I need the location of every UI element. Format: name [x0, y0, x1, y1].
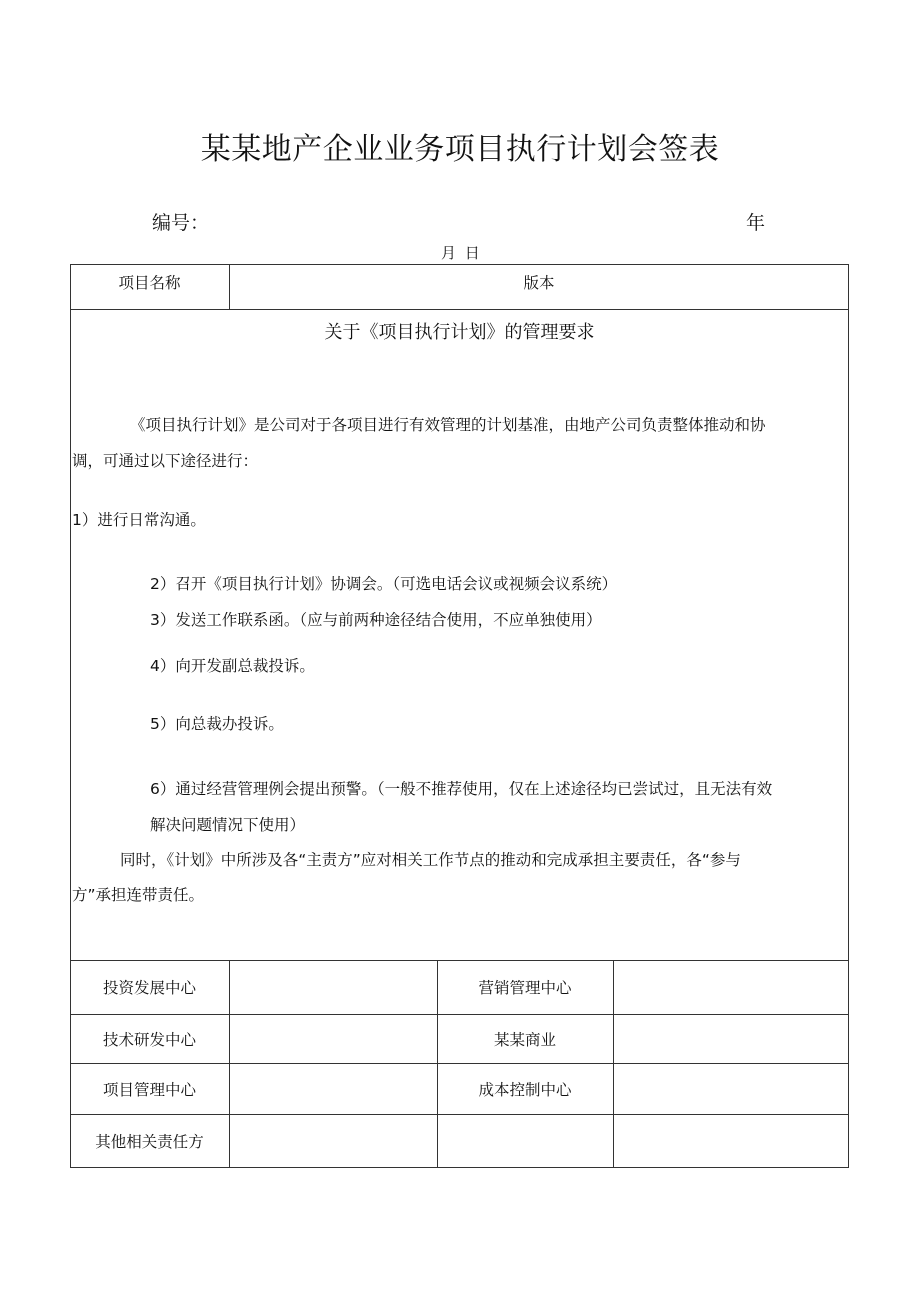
requirement-item-1: 1）进行日常沟通。 [72, 511, 206, 529]
signoff-signature-cell[interactable] [230, 1115, 437, 1167]
signoff-signature-cell[interactable] [614, 1064, 848, 1114]
signoff-dept-label [437, 1114, 613, 1167]
signoff-dept-label: 技术研发中心 [102, 1030, 196, 1049]
table-border-bottom [70, 1167, 849, 1168]
requirements-intro-line2: 调，可通过以下途径进行： [72, 452, 259, 470]
requirement-item-5: 5）向总裁办投诉。 [150, 715, 284, 733]
requirements-intro-line1: 《项目执行计划》是公司对于各项目进行有效管理的计划基准，由地产公司负责整体推动和协 [130, 416, 766, 434]
header-row-divider [70, 309, 849, 310]
signoff-dept-label: 成本控制中心 [478, 1080, 572, 1099]
table-border-right [848, 264, 849, 1168]
signoff-signature-cell[interactable] [230, 961, 437, 1014]
month-day-label: 月 日 [441, 244, 482, 262]
requirements-closing-line1: 同时，《计划》中所涉及各“主责方”应对相关工作节点的推动和完成承担主要责任，各“参与 [120, 851, 741, 869]
signoff-signature-cell[interactable] [614, 1015, 848, 1063]
requirement-item-4: 4）向开发副总裁投诉。 [150, 657, 315, 675]
signoff-dept-label: 某某商业 [493, 1030, 556, 1049]
requirement-item-6-line2: 解决问题情况下使用） [150, 816, 306, 834]
requirement-item-2: 2）召开《项目执行计划》协调会。（可选电话会议或视频会议系统） [150, 575, 618, 593]
requirements-title: 关于《项目执行计划》的管理要求 [324, 322, 595, 343]
signoff-dept-label: 其他相关责任方 [95, 1132, 204, 1151]
signoff-signature-cell[interactable] [230, 1015, 437, 1063]
signoff-dept-label: 项目管理中心 [102, 1080, 196, 1099]
requirements-closing-line2: 方”承担连带责任。 [72, 886, 205, 904]
year-label: 年 [746, 212, 766, 234]
signoff-signature-cell[interactable] [614, 1115, 848, 1167]
requirement-item-6-line1: 6）通过经营管理例会提出预警。（一般不推荐使用，仅在上述途径均已尝试过，且无法有效 [150, 780, 773, 798]
number-label: 编号： [152, 212, 210, 234]
project-name-label: 项目名称 [118, 274, 181, 292]
version-label: 版本 [523, 274, 555, 292]
signoff-dept-label: 营销管理中心 [478, 979, 572, 997]
requirement-item-3: 3）发送工作联系函。（应与前两种途径结合使用，不应单独使用） [150, 611, 602, 629]
signoff-signature-cell[interactable] [614, 961, 848, 1014]
page-title: 某某地产企业业务项目执行计划会签表 [200, 132, 720, 167]
signoff-signature-cell[interactable] [230, 1064, 437, 1114]
signoff-dept-label: 投资发展中心 [102, 979, 196, 997]
